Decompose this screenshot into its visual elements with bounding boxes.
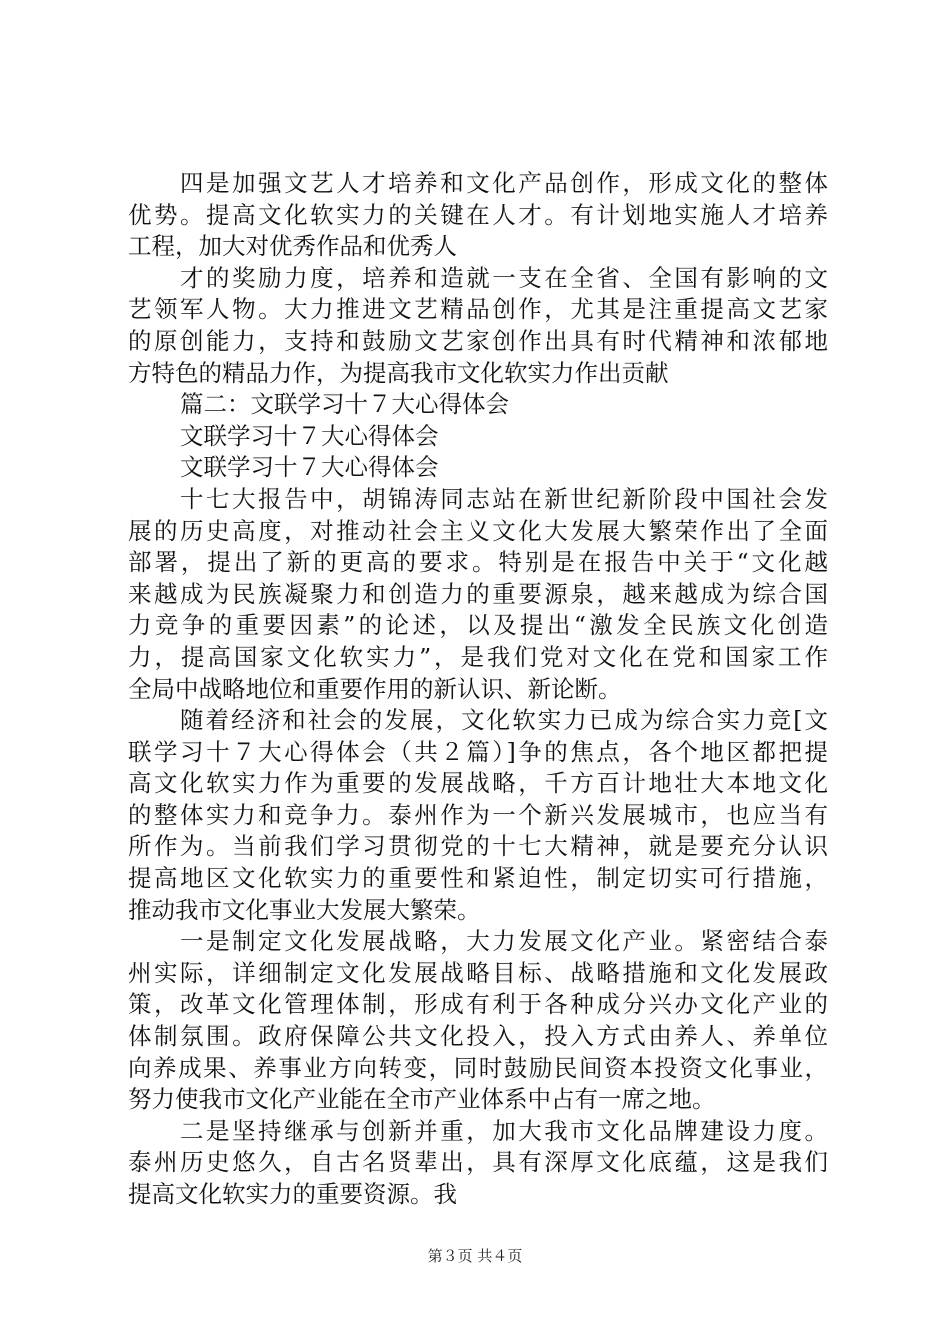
text-line: 力，提高国家文化软实力”，是我们党对文化在党和国家工作 [128,642,828,671]
text-line: 推动我市文化事业大发展大繁荣。 [128,895,481,924]
text-line: 随着经济和社会的发展，文化软实力已成为综合实力竞[文 [180,706,828,735]
text-line: 文联学习十７大心得体会 [180,421,439,450]
text-line: 策，改革文化管理体制，形成有利于各种成分兴办文化产业的 [128,990,828,1019]
text-line: 一是制定文化发展战略，大力发展文化产业。紧密结合泰 [180,927,828,956]
text-line: 体制氛围。政府保障公共文化投入，投入方式由养人、养单位 [128,1022,828,1051]
text-line: 提高地区文化软实力的重要性和紧迫性，制定切实可行措施， [128,864,828,893]
text-line: 方特色的精品力作，为提高我市文化软实力作出贡献 [128,358,669,387]
text-line: 力竞争的重要因素”的论述，以及提出“激发全民族文化创造 [128,611,828,640]
text-line: 全局中战略地位和重要作用的新认识、新论断。 [128,674,622,703]
text-line: 州实际，详细制定文化发展战略目标、战略措施和文化发展政 [128,958,828,987]
document-body [128,168,828,1211]
text-line: 优势。提高文化软实力的关键在人才。有计划地实施人才培养 [128,200,828,229]
text-line: 的原创能力，支持和鼓励文艺家创作出具有时代精神和浓郁地 [128,326,828,355]
text-line: 才的奖励力度，培养和造就一支在全省、全国有影响的文 [180,263,828,292]
text-line: 二是坚持继承与创新并重，加大我市文化品牌建设力度。 [180,1116,828,1145]
text-line: 努力使我市文化产业能在全市产业体系中占有一席之地。 [128,1085,716,1114]
text-line: 部署，提出了新的更高的要求。特别是在报告中关于“文化越 [128,548,828,577]
text-line: 十七大报告中，胡锦涛同志站在新世纪新阶段中国社会发 [180,484,828,513]
text-line: 艺领军人物。大力推进文艺精品创作，尤其是注重提高文艺家 [128,295,828,324]
page-footer: 第３页 共４页 [427,1247,523,1265]
text-line: 向养成果、养事业方向转变，同时鼓励民间资本投资文化事业， [128,1053,828,1082]
text-line: 篇二：文联学习十７大心得体会 [180,390,509,419]
text-line: 联学习十７大心得体会（共２篇）]争的焦点，各个地区都把提 [128,737,828,766]
text-line: 高文化软实力作为重要的发展战略，千方百计地壮大本地文化 [128,769,828,798]
text-line: 四是加强文艺人才培养和文化产品创作，形成文化的整体 [180,169,828,197]
text-line: 所作为。当前我们学习贯彻党的十七大精神，就是要充分认识 [128,832,828,861]
text-line: 泰州历史悠久，自古名贤辈出，具有深厚文化底蕴，这是我们 [128,1148,828,1177]
text-line: 展的历史高度，对推动社会主义文化大发展大繁荣作出了全面 [128,516,828,545]
text-line: 文联学习十７大心得体会 [180,453,439,482]
text-line: 的整体实力和竞争力。泰州作为一个新兴发展城市，也应当有 [128,800,828,829]
text-line: 工程，加大对优秀作品和优秀人 [128,232,457,261]
text-line: 来越成为民族凝聚力和创造力的重要源泉，越来越成为综合国 [128,579,828,608]
text-line: 提高文化软实力的重要资源。我 [128,1180,457,1208]
